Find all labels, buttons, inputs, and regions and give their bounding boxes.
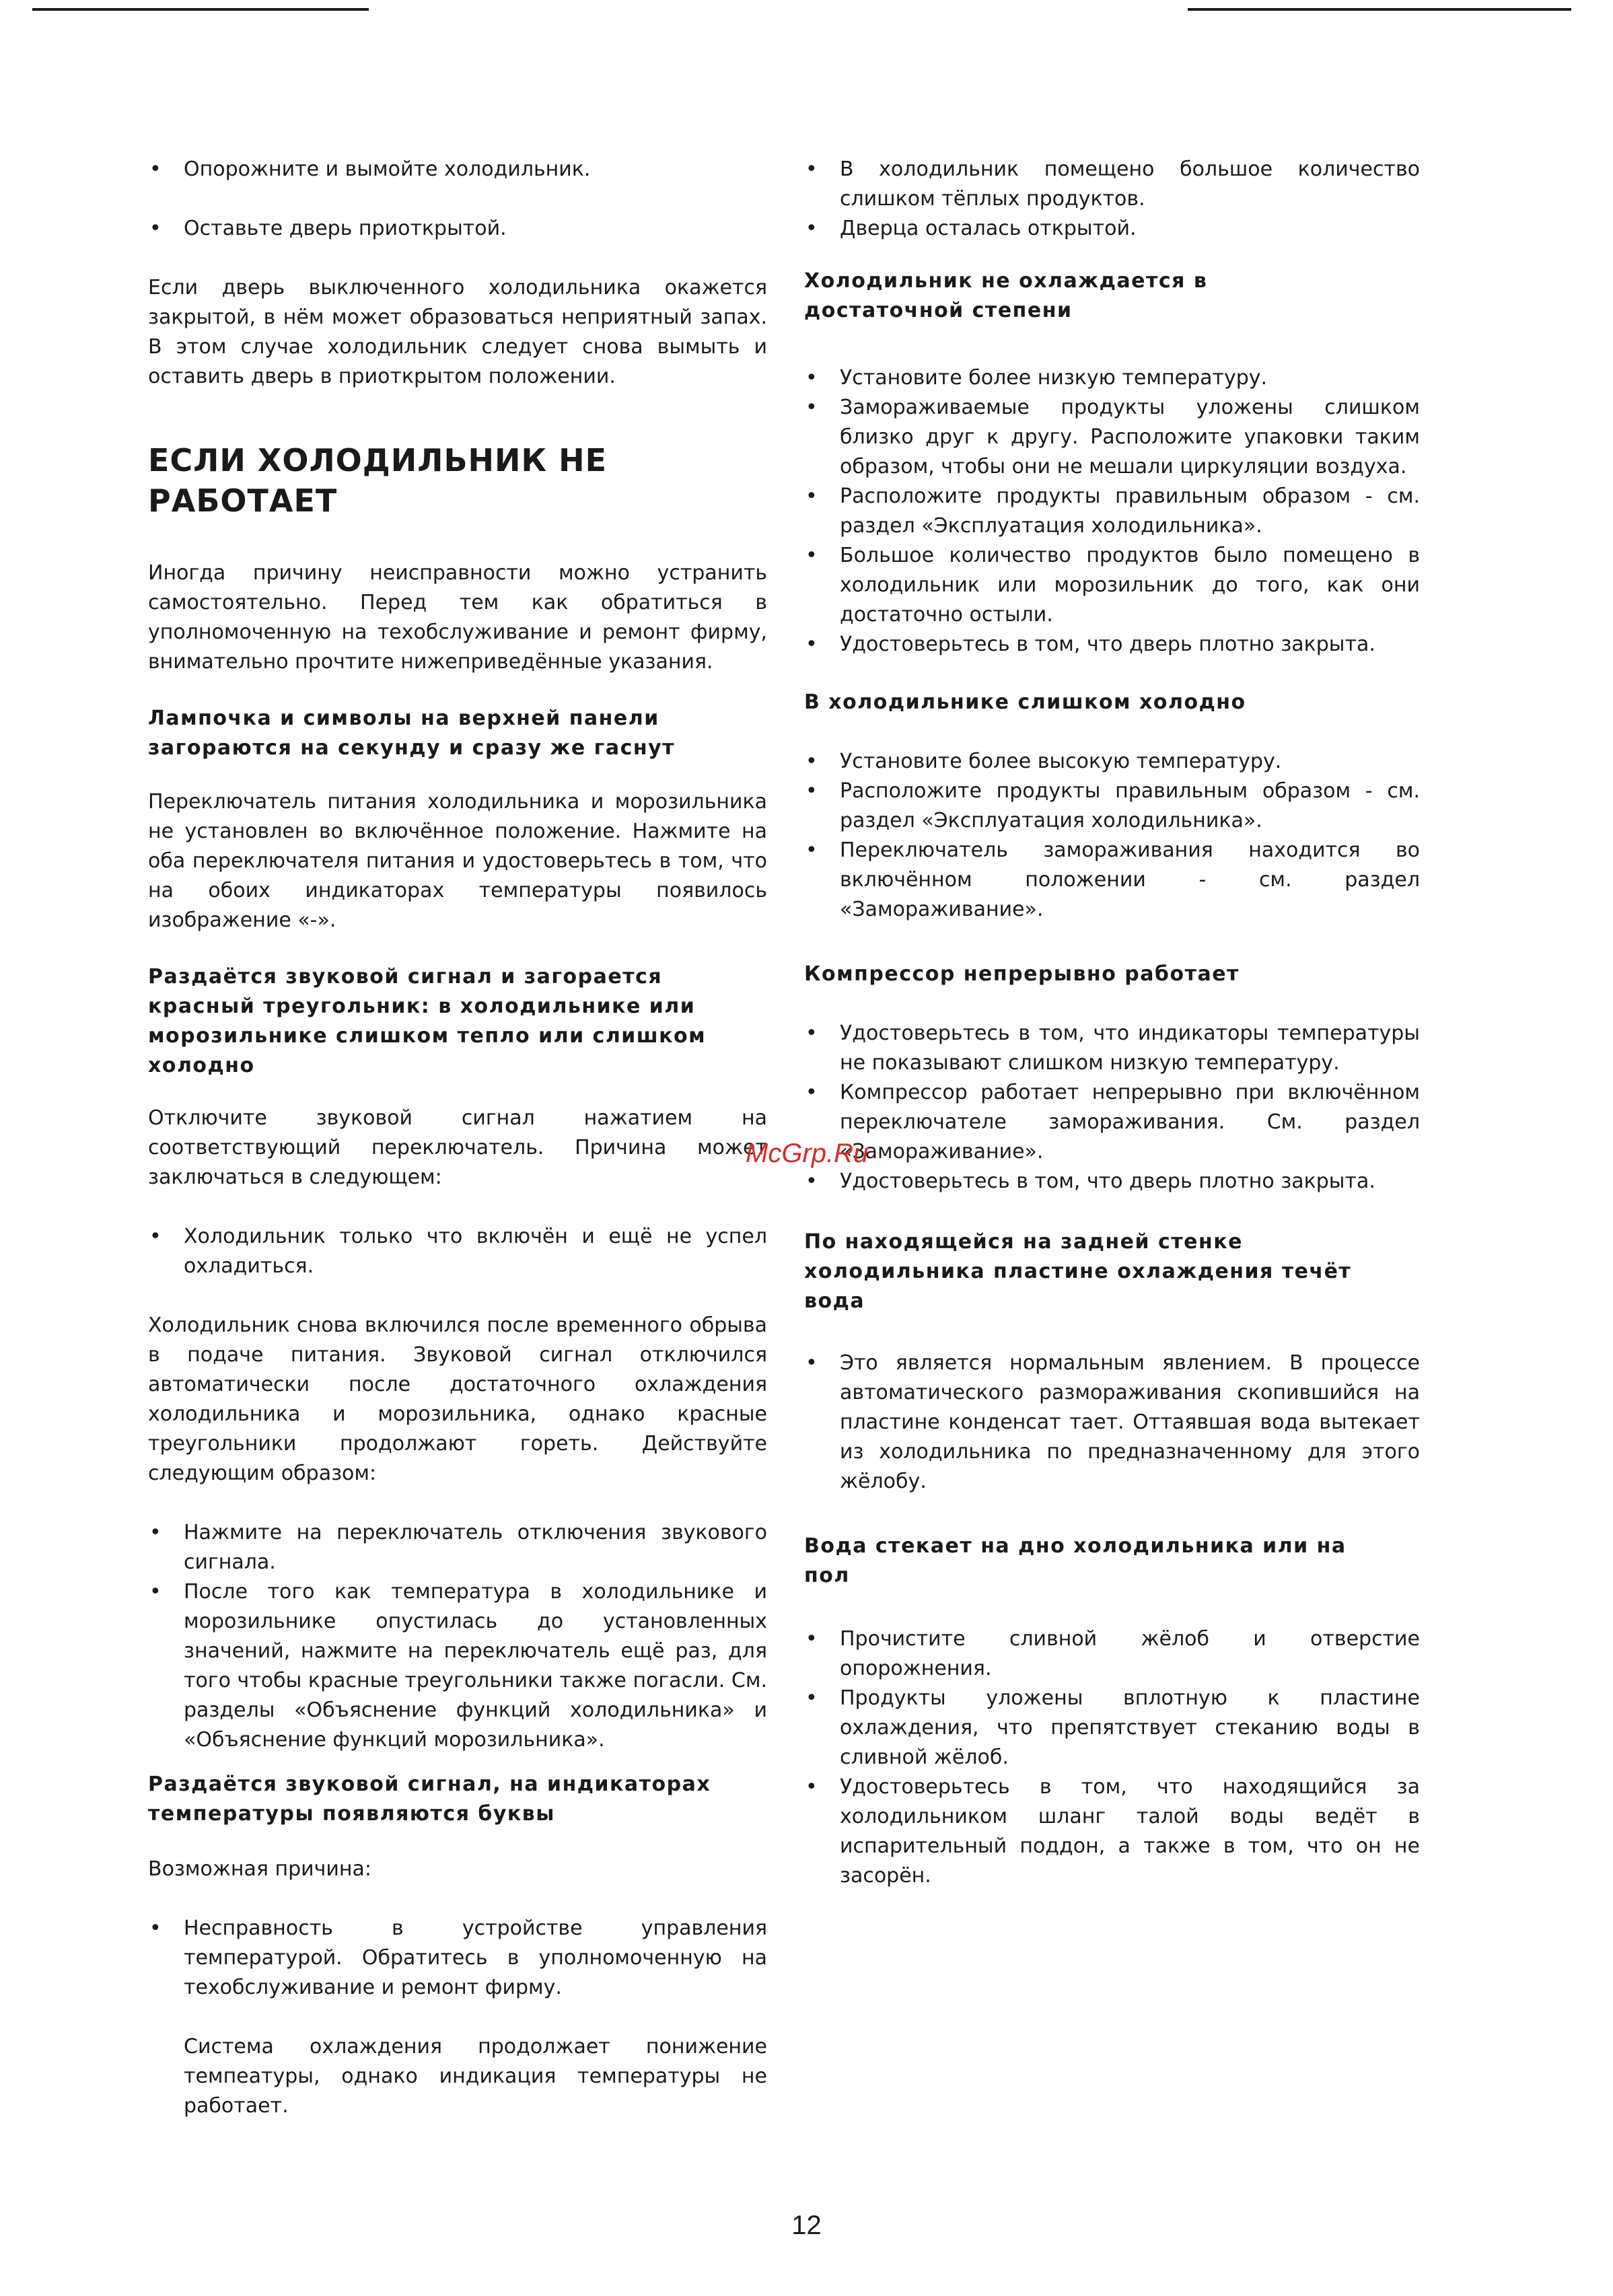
- list-item: • Прочистите сливной жёлоб и отверстие опорожнения.: [804, 1624, 1420, 1684]
- list-item: • Это является нормальным явлением. В процессе автоматического размораживания скопившийся на пластине конденсат тает. Оттаявшая вода вытекает из холодильника по предназначенному для этого жёлобу.: [804, 1349, 1420, 1497]
- paragraph-restart: Холодильник снова включился после временного обрыва в подаче питания. Звуковой сигнал отключился автоматически после достаточного охлаждения холодильника и морозильника, однако красные треугольники продолжают гореть. Действуйте следующим образом:: [148, 1314, 767, 1485]
- list-item: • Продукты уложены вплотную к пластине охлаждения, что препятствует стеканию воды в сливной жёлоб.: [804, 1684, 1420, 1772]
- top-rule-right: [1188, 8, 1571, 11]
- list-item: • Оставьте дверь приоткрытой.: [148, 214, 767, 244]
- restart-bullets: [148, 1518, 767, 1755]
- heading-sound-signal-letters: Раздаётся звуковой сигнал, на индикаторах температуры появляются буквы: [148, 1772, 711, 1826]
- possible-cause-bullets: [148, 1914, 767, 2003]
- list-item: • Установите более высокую температуру.: [804, 747, 1420, 777]
- list-item: • Расположите продукты правильным образом - см. раздел «Эксплуатация холодильника».: [804, 777, 1420, 836]
- water-on-plate-bullets: [804, 1349, 1420, 1497]
- heading-sound-signal-triangle: Раздаётся звуковой сигнал и загорается красный треугольник: в холодильнике или морозильнике слишком тепло или слишком холодно: [148, 965, 707, 1077]
- list-item: • Несправность в устройстве управления температурой. Обратитесь в уполномоченную на техобслуживание и ремонт фирму.: [148, 1914, 767, 2003]
- watermark: McGrp.Ru: [746, 1139, 869, 1168]
- paragraph-door: Если дверь выключенного холодильника окажется закрытой, в нём может образоваться неприятный запах. В этом случае холодильник следует снова вымыть и оставить дверь в приоткрытом положении.: [148, 276, 767, 388]
- list-item: • Компрессор работает непрерывно при включённом переключателе замораживания. См. раздел «Замораживание».: [804, 1078, 1420, 1167]
- list-item: • Переключатель замораживания находится во включённом положении - см. раздел «Замораживание».: [804, 836, 1420, 925]
- intro-paragraph: Иногда причину неисправности можно устранить самостоятельно. Перед тем как обратиться в уполномоченную на техобслуживание и ремонт фирму, внимательно прочтите нижеприведённые указания.: [148, 561, 767, 674]
- list-item: • Нажмите на переключатель отключения звукового сигнала.: [148, 1518, 767, 1577]
- water-on-floor-bullets: [804, 1624, 1420, 1891]
- heading-water-on-plate: По находящейся на задней стенке холодильника пластине охлаждения течёт вода: [804, 1230, 1352, 1313]
- not-cooling-bullets: [804, 363, 1420, 659]
- list-item: • Установите более низкую температуру.: [804, 363, 1420, 393]
- page-number: 12: [791, 2211, 822, 2240]
- list-item: • Дверца осталась открытой.: [804, 214, 1420, 244]
- sound-signal-bullets: [148, 1222, 767, 1281]
- too-cold-bullets: [804, 747, 1420, 925]
- list-item: • Опорожните и вымойте холодильник.: [148, 155, 767, 184]
- list-item: • Удостоверьтесь в том, что дверь плотно закрыта.: [804, 630, 1420, 659]
- top-rule-left: [32, 8, 369, 11]
- list-item: • Холодильник только что включён и ещё не успел охладиться.: [148, 1222, 767, 1281]
- compressor-bullets: [804, 1019, 1420, 1196]
- heading-water-on-floor: Вода стекает на дно холодильника или на пол: [804, 1534, 1347, 1587]
- right-top-bullets: [804, 155, 1420, 244]
- list-item: • Удостоверьтесь в том, что находящийся за холодильником шланг талой воды ведёт в испарительный поддон, а также в том, что он не засорён.: [804, 1772, 1420, 1891]
- list-item: • Замораживаемые продукты уложены слишком близко друг к другу. Расположите упаковки таким образом, чтобы они не мешали циркуляции воздуха.: [804, 393, 1420, 482]
- list-item: • После того как температура в холодильнике и морозильнике опустилась до установленных значений, нажмите на переключатель ещё раз, для того чтобы красные треугольники также погасли. См. разделы «Объяснение функций холодильника» и «Объяснение функций морозильника».: [148, 1577, 767, 1755]
- left-top-bullets: [148, 155, 767, 244]
- heading-compressor: Компрессор непрерывно работает: [804, 962, 1240, 986]
- paragraph-cooling-system: Система охлаждения продолжает понижение темпеатуры, однако индикация температуры не работает.: [184, 2035, 767, 2118]
- paragraph-sound-signal: Отключите звуковой сигнал нажатием на соответствующий переключатель. Причина может заключаться в следующем:: [148, 1106, 767, 1189]
- list-item: • Удостоверьтесь в том, что индикаторы температуры не показывают слишком низкую температуру.: [804, 1019, 1420, 1078]
- right-column: [804, 155, 1420, 1891]
- list-item: • Удостоверьтесь в том, что дверь плотно закрыта.: [804, 1167, 1420, 1196]
- heading-too-cold: В холодильнике слишком холодно: [804, 690, 1246, 714]
- list-item: • Большое количество продуктов было помещено в холодильник или морозильник до того, как они достаточно остыли.: [804, 541, 1420, 630]
- heading-lamp-symbols: Лампочка и символы на верхней панели загораются на секунду и сразу же гаснут: [148, 707, 676, 760]
- section-title: ЕСЛИ ХОЛОДИЛЬНИК НЕ РАБОТАЕТ: [148, 442, 608, 519]
- list-item: • В холодильник помещено большое количество слишком тёплых продуктов.: [804, 155, 1420, 214]
- list-item: • Расположите продукты правильным образом - см. раздел «Эксплуатация холодильника».: [804, 482, 1420, 541]
- paragraph-lamp-symbols: Переключатель питания холодильника и морозильника не установлен во включённое положение. Нажмите на оба переключателя питания и удостоверьтесь в том, что на обоих индикаторах температуры появилось изображение «-».: [148, 790, 767, 932]
- heading-not-cooling-enough: Холодильник не охлаждается в достаточной степени: [804, 269, 1208, 322]
- left-column: [148, 155, 767, 2121]
- paragraph-possible-cause: Возможная причина:: [148, 1857, 371, 1881]
